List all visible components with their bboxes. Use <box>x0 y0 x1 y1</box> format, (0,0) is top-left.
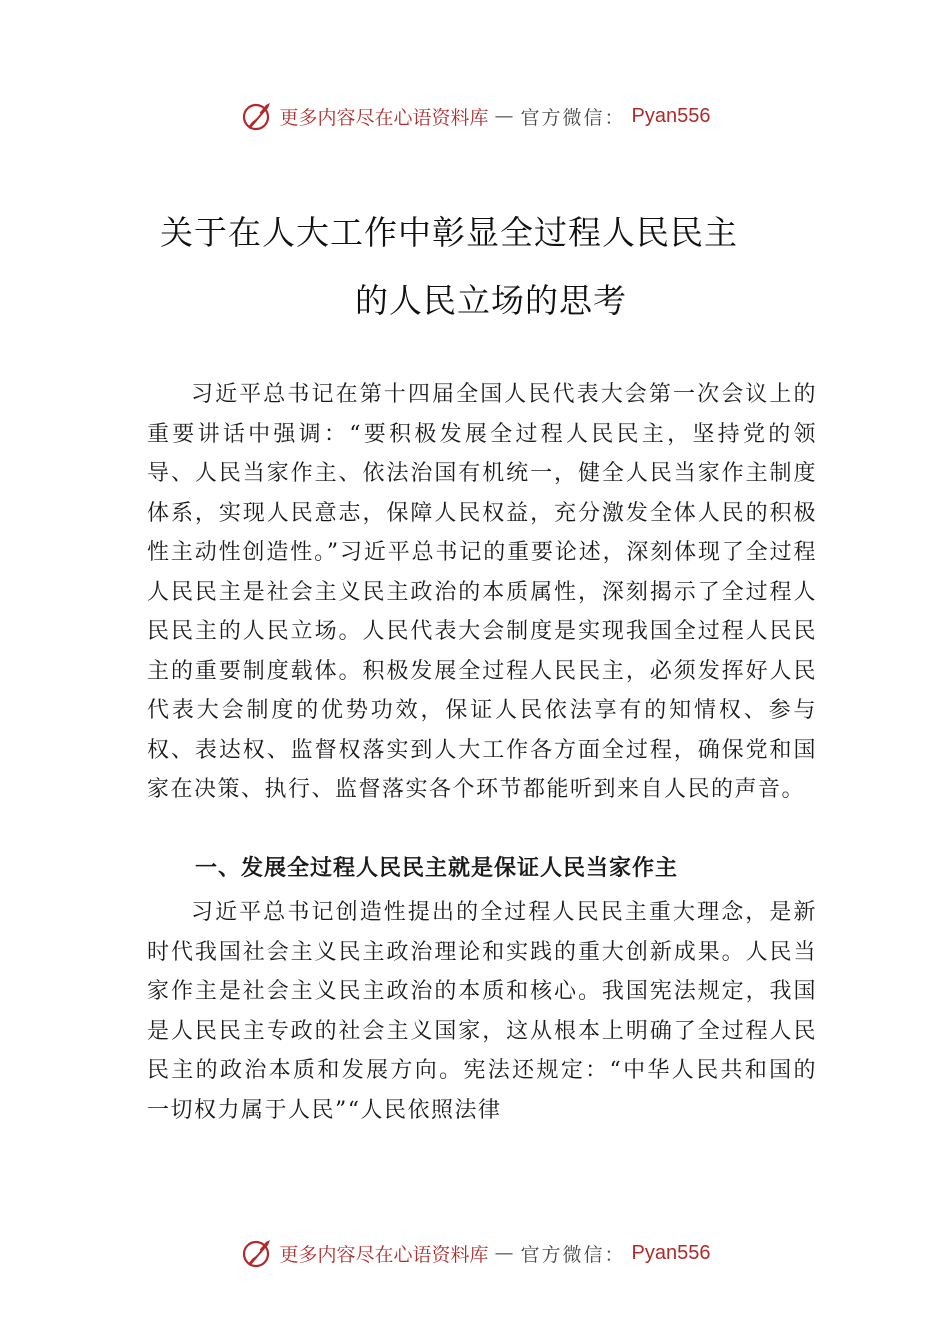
wechat-label: 官方微信： <box>520 1243 626 1266</box>
quill-logo-icon <box>240 1236 274 1270</box>
quill-logo-icon <box>240 99 274 133</box>
watermark-separator: — <box>494 1242 515 1264</box>
watermark-text: 更多内容尽在心语资料库 <box>279 1243 489 1266</box>
body-paragraph-1: 习近平总书记在第十四届全国人民代表大会第一次会议上的重要讲话中强调：“要积极发展全过程人民民主，坚持党的领导、人民当家作主、依法治国有机统一，健全人民当家作主制度体系，实现人民意志，保障人民权益，充分激发全体人民的积极性主动性创造性。”习近平总书记的重要论述，深刻体现了全过程人民民主是社会主义民主政治的本质属性，深刻揭示了全过程人民民主的人民立场。人民代表大会制度是实现我国全过程人民民主的重要制度载体。积极发展全过程人民民主，必须发挥好人民代表大会制度的优势功效，保证人民依法享有的知情权、参与权、表达权、监督权落实到人大工作各方面全过程，确保党和国家在决策、执行、监督落实各个环节都能听到来自人民的声音。 <box>147 382 817 802</box>
watermark-separator: — <box>494 105 515 127</box>
section-heading-1: 一、发展全过程人民民主就是保证人民当家作主 <box>195 856 679 881</box>
watermark-header <box>0 96 950 136</box>
watermark-text: 更多内容尽在心语资料库 <box>279 106 489 129</box>
document-title-line2: 的人民立场的思考 <box>355 281 627 320</box>
wechat-id: Pyan556 <box>631 1241 711 1264</box>
wechat-label: 官方微信： <box>520 106 626 129</box>
wechat-id: Pyan556 <box>631 104 711 127</box>
watermark-footer <box>0 1233 950 1273</box>
document-title-line1: 关于在人大工作中彰显全过程人民民主 <box>160 213 738 252</box>
body-paragraph-2: 习近平总书记创造性提出的全过程人民民主重大理念，是新时代我国社会主义民主政治理论和实践的重大创新成果。人民当家作主是社会主义民主政治的本质和核心。我国宪法规定，我国是人民民主专政的社会主义国家，这从根本上明确了全过程人民民主的政治本质和发展方向。宪法还规定：“中华人民共和国的一切权力属于人民”“人民依照法律 <box>147 900 817 1123</box>
